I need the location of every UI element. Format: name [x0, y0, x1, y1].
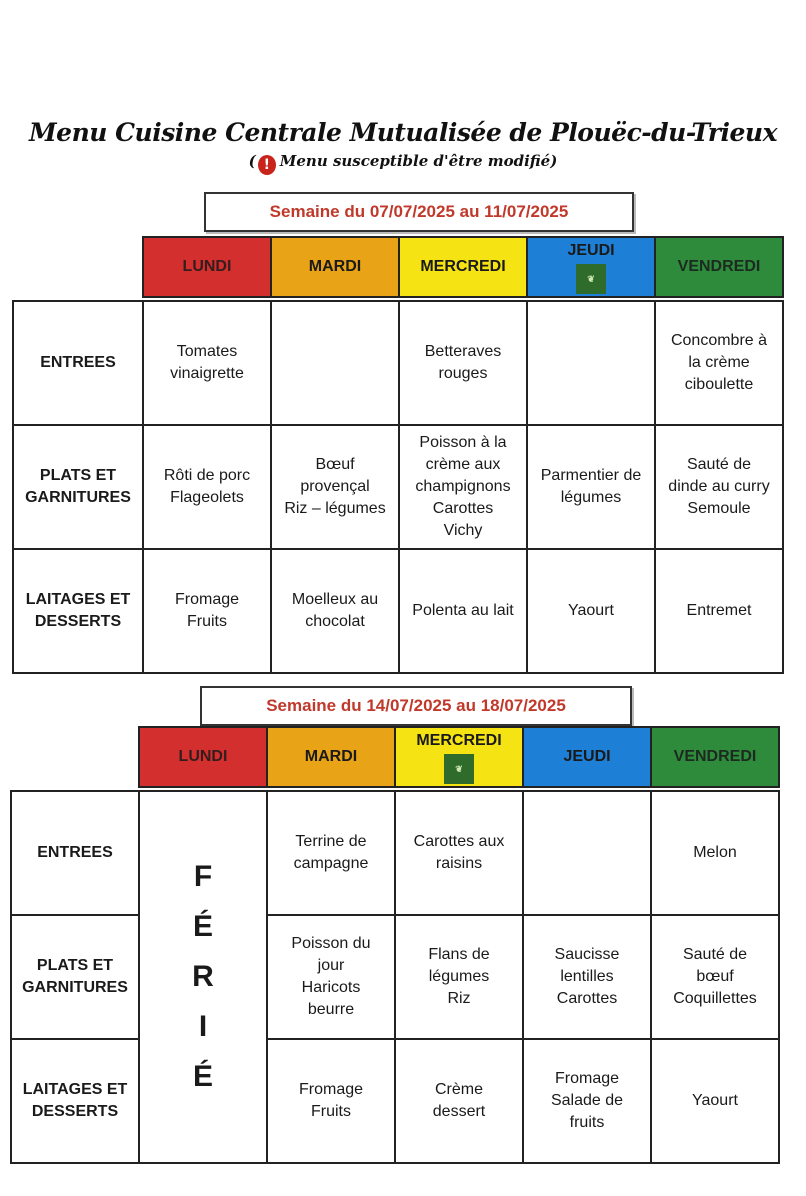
row-header-desserts: [12, 548, 144, 674]
dish-line: dessert: [432, 1103, 486, 1120]
dish-line: Carottes aux: [413, 833, 505, 850]
menu-cell-entrees-jeudi: [526, 300, 656, 426]
dish-line: beurre: [307, 1001, 355, 1018]
row-header-line: ENTREES: [40, 354, 116, 371]
ferie-letter: É: [192, 1060, 213, 1093]
dish-line: la crème: [688, 354, 750, 371]
dish-line: Carottes: [432, 500, 494, 517]
open-paren: (: [248, 152, 256, 170]
ferie-letter: I: [198, 1010, 208, 1043]
dish-line: Flageolets: [170, 489, 244, 506]
dish-line: bœuf: [696, 968, 734, 985]
menu-cell-entrees-jeudi: [522, 790, 652, 916]
menu-cell-desserts-jeudi: [522, 1038, 652, 1164]
local-produce-leaf-icon: ❦: [444, 754, 474, 784]
ferie-letter: R: [192, 960, 214, 993]
dish-line: crème aux: [425, 456, 501, 473]
dish-line: raisins: [435, 855, 483, 872]
menu-cell-desserts-mardi: [270, 548, 400, 674]
day-header-mardi: [266, 726, 396, 788]
row-header-desserts: [10, 1038, 140, 1164]
day-label: LUNDI: [182, 258, 232, 275]
menu-cell-entrees-mercredi: [394, 790, 524, 916]
dish-line: Yaourt: [692, 1092, 738, 1109]
dish-line: Poisson à la: [419, 434, 507, 451]
day-header-vendredi: [650, 726, 780, 788]
menu-subtitle: [0, 152, 806, 175]
dish-line: Saucisse: [554, 946, 620, 963]
dish-line: dinde au curry: [668, 478, 770, 495]
dish-line: Sauté de: [686, 456, 752, 473]
dish-line: Fromage: [554, 1070, 620, 1087]
dish-line: Fromage: [298, 1081, 364, 1098]
menu-cell-plats-jeudi: [526, 424, 656, 550]
menu-cell-entrees-vendredi: [650, 790, 780, 916]
day-label: MARDI: [308, 258, 362, 275]
menu-title: Menu Cuisine Centrale Mutualisée de Plouëc-du-Trieux: [29, 118, 777, 147]
dish-line: Poisson du: [291, 935, 371, 952]
menu-cell-desserts-mercredi: [398, 548, 528, 674]
ferie-holiday-cell: [138, 790, 268, 1164]
menu-cell-desserts-vendredi: [654, 548, 784, 674]
dish-line: Coquillettes: [673, 990, 757, 1007]
dish-line: vinaigrette: [170, 365, 244, 382]
menu-cell-plats-mardi: [270, 424, 400, 550]
dish-line: Polenta au lait: [412, 602, 514, 619]
row-header-line: PLATS ET: [39, 467, 117, 484]
row-header-line: ENTREES: [37, 844, 113, 861]
subtitle-text: Menu susceptible d'être modifié): [279, 152, 558, 170]
dish-line: fruits: [569, 1114, 605, 1131]
day-header-lundi: [142, 236, 272, 298]
dish-line: Tomates: [176, 343, 238, 360]
menu-cell-entrees-mardi: [270, 300, 400, 426]
dish-line: Crème: [434, 1081, 483, 1098]
dish-line: Melon: [693, 844, 737, 861]
dish-line: Carottes: [556, 990, 618, 1007]
dish-line: rouges: [438, 365, 488, 382]
dish-line: lentilles: [560, 968, 614, 985]
ferie-letter: É: [192, 910, 213, 943]
dish-line: Betteraves: [424, 343, 502, 360]
day-label: MERCREDI: [416, 732, 502, 749]
menu-cell-entrees-vendredi: [654, 300, 784, 426]
row-header-line: DESSERTS: [34, 613, 122, 630]
menu-cell-plats-vendredi: [650, 914, 780, 1040]
dish-line: Fruits: [311, 1103, 351, 1120]
menu-cell-plats-mercredi: [394, 914, 524, 1040]
day-header-mardi: [270, 236, 400, 298]
menu-cell-desserts-mardi: [266, 1038, 396, 1164]
dish-line: provençal: [300, 478, 370, 495]
menu-cell-plats-jeudi: [522, 914, 652, 1040]
dish-line: Moelleux au: [291, 591, 379, 608]
menu-cell-desserts-jeudi: [526, 548, 656, 674]
dish-line: Haricots: [301, 979, 361, 996]
dish-line: Semoule: [687, 500, 751, 517]
dish-line: Sauté de: [682, 946, 748, 963]
dish-line: Vichy: [443, 522, 483, 539]
ferie-letter: F: [193, 860, 213, 893]
dish-line: Yaourt: [568, 602, 614, 619]
dish-line: ciboulette: [684, 376, 754, 393]
row-header-entrees: [12, 300, 144, 426]
day-label: JEUDI: [567, 242, 615, 259]
day-label: MERCREDI: [420, 258, 506, 275]
dish-line: légumes: [428, 968, 490, 985]
row-header-line: DESSERTS: [31, 1103, 119, 1120]
warning-icon: !: [258, 155, 276, 175]
menu-cell-desserts-vendredi: [650, 1038, 780, 1164]
row-header-entrees: [10, 790, 140, 916]
week-banner: Semaine du 14/07/2025 au 18/07/2025: [200, 686, 632, 726]
dish-line: Terrine de: [295, 833, 367, 850]
dish-line: jour: [317, 957, 345, 974]
dish-line: Riz – légumes: [284, 500, 386, 517]
dish-line: Riz: [447, 990, 471, 1007]
menu-cell-plats-mercredi: [398, 424, 528, 550]
menu-cell-desserts-lundi: [142, 548, 272, 674]
dish-line: champignons: [415, 478, 511, 495]
menu-cell-plats-mardi: [266, 914, 396, 1040]
dish-line: Parmentier de: [540, 467, 642, 484]
dish-line: Salade de: [550, 1092, 624, 1109]
day-label: LUNDI: [178, 748, 228, 765]
menu-cell-plats-vendredi: [654, 424, 784, 550]
dish-line: Bœuf: [315, 456, 355, 473]
day-header-jeudi: [526, 236, 656, 298]
menu-cell-entrees-lundi: [142, 300, 272, 426]
dish-line: légumes: [560, 489, 622, 506]
menu-cell-desserts-mercredi: [394, 1038, 524, 1164]
menu-cell-plats-lundi: [142, 424, 272, 550]
day-header-mercredi: [394, 726, 524, 788]
day-label: VENDREDI: [677, 258, 761, 275]
row-header-line: GARNITURES: [22, 979, 128, 996]
dish-line: chocolat: [305, 613, 365, 630]
local-produce-leaf-icon: ❦: [576, 264, 606, 294]
day-header-jeudi: [522, 726, 652, 788]
row-header-plats: [10, 914, 140, 1040]
dish-line: Fromage: [174, 591, 240, 608]
day-header-vendredi: [654, 236, 784, 298]
menu-cell-entrees-mardi: [266, 790, 396, 916]
row-header-line: LAITAGES ET: [22, 1081, 128, 1098]
row-header-line: GARNITURES: [25, 489, 131, 506]
dish-line: Fruits: [187, 613, 227, 630]
menu-cell-entrees-mercredi: [398, 300, 528, 426]
day-label: VENDREDI: [673, 748, 757, 765]
day-header-mercredi: [398, 236, 528, 298]
dish-line: Rôti de porc: [163, 467, 251, 484]
dish-line: Entremet: [686, 602, 752, 619]
row-header-plats: [12, 424, 144, 550]
day-label: MARDI: [304, 748, 358, 765]
dish-line: Flans de: [428, 946, 490, 963]
week-banner: Semaine du 07/07/2025 au 11/07/2025: [204, 192, 634, 232]
day-header-lundi: [138, 726, 268, 788]
row-header-line: LAITAGES ET: [25, 591, 131, 608]
row-header-line: PLATS ET: [36, 957, 114, 974]
dish-line: campagne: [293, 855, 369, 872]
dish-line: Concombre à: [670, 332, 768, 349]
day-label: JEUDI: [563, 748, 611, 765]
